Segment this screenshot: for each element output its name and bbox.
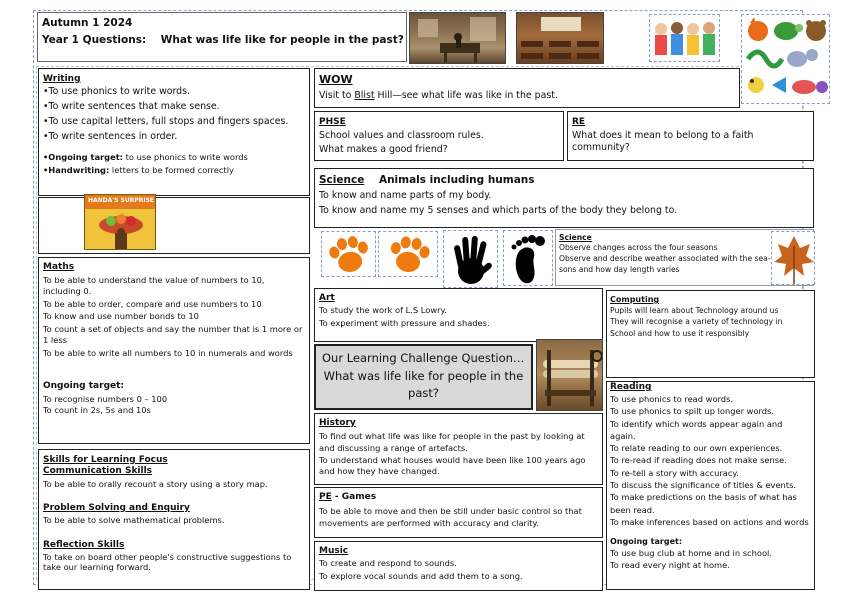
hand-print — [443, 230, 498, 288]
paw-print-1 — [321, 231, 376, 277]
challenge-question-line2: past? — [408, 386, 439, 400]
writing-title: Writing — [43, 74, 81, 84]
maths-line: To know and use number bonds to 10 — [43, 311, 199, 322]
skills-text: To take on board other people's constructive suggestions to take our learning forward. — [43, 551, 292, 573]
term-title: Autumn 1 2024 — [42, 17, 133, 29]
pe-line: movements are performed with accuracy and clarity. — [319, 517, 539, 528]
science-box — [314, 168, 814, 228]
computing-line: School and how to use it responsibly — [610, 329, 750, 338]
autumn-leaf — [771, 231, 815, 285]
wow-text-pre: Visit to — [319, 90, 355, 101]
history-title: History — [319, 418, 356, 428]
history-line: and how they have changed. — [319, 466, 440, 477]
handwriting-label: •Handwriting: — [43, 164, 110, 175]
re-title: RE — [572, 117, 586, 127]
pe-line: To be able to move and then be still under basic control so that — [319, 506, 582, 516]
writing-bullet: •To use phonics to write words. — [43, 86, 190, 97]
wow-title: WOW — [319, 73, 353, 86]
art-line: To experiment with pressure and shades. — [319, 317, 490, 328]
skills-title: Skills for Learning Focus — [43, 455, 168, 465]
book-title: HANDA'S SURPRISE — [87, 197, 155, 204]
reading-line: been read. — [610, 504, 655, 515]
writing-ongoing-text: to use phonics to write words — [123, 152, 248, 162]
pe-title: PE — [319, 492, 332, 502]
music-line: To create and respond to sounds. — [319, 558, 457, 568]
pe-heading — [319, 492, 598, 503]
music-box — [314, 541, 603, 591]
maths-title: Maths — [43, 262, 75, 272]
mangle-photo — [536, 339, 603, 411]
history-line: To find out what life was like for people in the past by looking at — [319, 431, 585, 441]
header-box — [37, 12, 407, 62]
computing-line: Pupils will learn about Technology around us — [610, 306, 779, 315]
reading-line: To relate reading to our own experiences. — [610, 443, 783, 454]
phse-box — [314, 111, 564, 161]
reading-ongoing-title: Ongoing target: — [610, 537, 683, 547]
skills-heading: Communication Skills — [43, 466, 153, 476]
skills-text: To be able to orally recount a story using a story map. — [43, 479, 268, 489]
skills-text: To be able to solve mathematical problems. — [43, 514, 225, 525]
computing-box — [606, 290, 815, 378]
science2-line: sons and how day length varies — [559, 265, 680, 274]
challenge-heading: Our Learning Challenge Question… — [322, 351, 525, 365]
reading-line: To re-read if reading does not make sense. — [610, 455, 787, 466]
children-illustration — [650, 15, 720, 62]
mangle-illustration — [537, 340, 603, 411]
learning-challenge-box — [314, 344, 533, 410]
skills-box — [38, 449, 310, 590]
victorian-room-illustration — [410, 13, 506, 64]
science2-title: Science — [559, 233, 592, 242]
reading-line: To identify which words appear again and — [610, 418, 783, 429]
writing-bullet: •To write sentences that make sense. — [43, 101, 220, 112]
maths-ongoing-line: To count in 2s, 5s and 10s — [43, 405, 151, 416]
history-line: and discussing a range of artefacts. — [319, 442, 468, 453]
science-title: Science — [319, 174, 365, 186]
challenge-question-line1: What was life like for people in the — [323, 369, 524, 383]
foot-print — [503, 230, 553, 286]
reading-ongoing-line: To read every night at home. — [610, 560, 730, 571]
writing-ongoing-label: •Ongoing target: — [43, 152, 123, 162]
re-text: What does it mean to belong to a faith community? — [572, 130, 754, 153]
victorian-room-photo — [409, 12, 506, 64]
pe-title-rest: - Games — [331, 492, 377, 502]
reading-title: Reading — [610, 382, 652, 392]
animals-clipart — [741, 14, 830, 104]
writing-handwriting — [43, 165, 305, 176]
science-line: To know and name my 5 senses and which parts of the body they belong to. — [319, 205, 678, 216]
wow-box — [314, 68, 740, 108]
paw-icon — [322, 232, 376, 277]
art-box — [314, 288, 603, 342]
maths-ongoing-line: To recognise numbers 0 – 100 — [43, 393, 168, 404]
foot-icon — [504, 231, 553, 286]
writing-box — [38, 68, 310, 196]
old-classroom-photo — [516, 12, 604, 64]
classroom-illustration — [517, 13, 604, 64]
maths-box — [38, 257, 310, 444]
wow-text-post: Hill—see what life was like in the past. — [374, 90, 558, 101]
book-box — [38, 197, 310, 254]
question-label: Year 1 Questions: — [42, 34, 147, 46]
maths-line: To count a set of objects and say the number that is 1 more or 1 less — [43, 324, 303, 345]
art-line: To study the work of L.S Lowry. — [319, 305, 447, 315]
maths-line: To be able to order, compare and use numbers to 10 — [43, 298, 262, 309]
reading-line: To re-tell a story with accuracy. — [610, 467, 739, 478]
reading-line: To make predictions on the basis of what has — [610, 492, 797, 503]
history-line: To understand what houses would have been like 100 years ago — [319, 454, 586, 465]
reading-line: again. — [610, 430, 636, 441]
science-subtitle: Animals including humans — [378, 174, 535, 186]
science2-line: Observe changes across the four seasons — [559, 242, 718, 252]
wow-text — [319, 90, 558, 102]
handwriting-text: letters to be formed correctly — [109, 164, 234, 175]
header-question: What was life like for people in the past? — [160, 34, 404, 46]
maths-ongoing-title: Ongoing target: — [43, 380, 125, 391]
art-title: Art — [319, 293, 335, 303]
science-line: To know and name parts of my body. — [319, 190, 492, 201]
computing-title: Computing — [610, 295, 660, 304]
wow-place: Blist — [354, 90, 375, 101]
reading-line: To make inferences based on actions and words — [610, 516, 809, 527]
pe-box — [314, 487, 603, 538]
computing-line: They will recognise a variety of technology in — [610, 317, 783, 326]
children-photo — [649, 14, 720, 62]
maths-line: To be able to write all numbers to 10 in numerals and words — [43, 347, 293, 358]
reading-line: To use phonics to spilt up longer words. — [610, 406, 775, 417]
history-box — [314, 413, 603, 485]
skills-heading: Reflection Skills — [43, 539, 125, 550]
phse-title: PHSE — [319, 117, 346, 127]
skills-heading: Problem Solving and Enquiry — [43, 502, 190, 513]
paw-icon — [379, 232, 438, 277]
reading-line: To discuss the significance of titles & events. — [610, 480, 797, 491]
hand-icon — [444, 231, 498, 288]
re-box — [567, 111, 814, 161]
reading-ongoing-line: To use bug club at home and in school. — [610, 548, 772, 559]
reading-box — [606, 381, 815, 590]
animals-illustration — [742, 15, 830, 104]
music-title: Music — [319, 546, 349, 556]
writing-bullet: •To write sentences in order. — [43, 131, 178, 142]
phse-line: School values and classroom rules. — [319, 130, 484, 141]
science2-line: Observe and describe weather associated with the sea- — [559, 254, 771, 263]
science-heading — [319, 174, 809, 186]
paw-print-2 — [378, 231, 438, 277]
writing-bullet: •To use capital letters, full stops and fingers spaces. — [43, 116, 289, 127]
writing-ongoing — [43, 152, 305, 163]
leaf-icon — [772, 232, 815, 285]
book-cover — [84, 194, 156, 250]
music-line: To explore vocal sounds and add them to a song. — [319, 570, 523, 581]
phse-line: What makes a good friend? — [319, 144, 448, 155]
reading-line: To use phonics to read words. — [610, 394, 734, 404]
header-question-row — [42, 35, 404, 46]
maths-line: To be able to understand the value of numbers to 10, including 0. — [43, 275, 265, 296]
